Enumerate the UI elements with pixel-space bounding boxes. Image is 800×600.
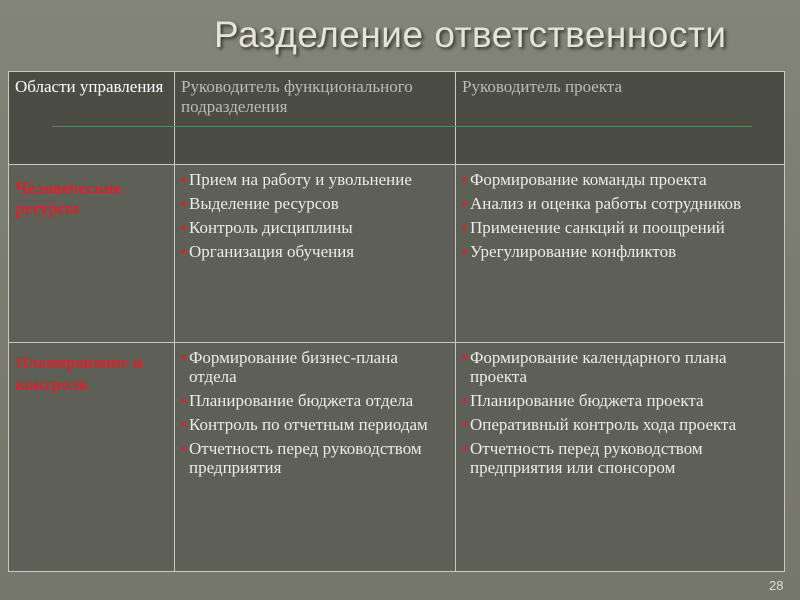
list-item: Оперативный контроль хода проекта	[462, 415, 778, 434]
list-item: Формирование календарного плана проекта	[462, 348, 778, 386]
functional-manager-cell	[175, 165, 456, 343]
slide-title: Разделение ответственности	[214, 14, 727, 55]
row-head-planning-control: Планирование и контроль	[15, 353, 143, 393]
bullet-icon	[181, 355, 185, 359]
list-item: Урегулирование конфликтов	[462, 242, 778, 261]
bullet-icon	[462, 446, 466, 450]
list-item: Отчетность перед руководством предприятия	[181, 439, 449, 477]
list-item: Анализ и оценка работы сотрудников	[462, 194, 778, 213]
list-item: Планирование бюджета проекта	[462, 391, 778, 410]
bullet-icon	[181, 422, 185, 426]
bullet-icon	[462, 225, 466, 229]
list-item: Контроль по отчетным периодам	[181, 415, 449, 434]
functional-manager-cell	[175, 343, 456, 572]
project-manager-cell	[456, 165, 785, 343]
bullet-icon	[181, 177, 185, 181]
row-head-cell	[9, 343, 175, 572]
bullet-icon	[462, 398, 466, 402]
header-label-functional-manager: Руководитель функционального подразделения	[181, 77, 413, 116]
list-item: Формирование команды проекта	[462, 170, 778, 189]
table-row	[9, 165, 785, 343]
header-cell-project-manager	[456, 72, 785, 165]
list-item: Планирование бюджета отдела	[181, 391, 449, 410]
functional-duties-list	[181, 348, 449, 477]
bullet-icon	[462, 177, 466, 181]
header-divider-line	[52, 126, 752, 127]
list-item: Контроль дисциплины	[181, 218, 449, 237]
project-duties-list	[462, 348, 778, 477]
page-number: 28	[769, 578, 784, 593]
table-row	[9, 343, 785, 572]
bullet-icon	[462, 355, 466, 359]
list-item: Прием на работу и увольнение	[181, 170, 449, 189]
row-head-human-resources: Человеческие ресурсы	[15, 178, 121, 218]
header-cell-functional-manager	[175, 72, 456, 165]
header-cell-areas	[9, 72, 175, 165]
bullet-icon	[181, 249, 185, 253]
header-label-areas: Области управления	[15, 77, 164, 96]
list-item: Формирование бизнес-плана отдела	[181, 348, 449, 386]
table-header-row	[9, 72, 785, 165]
list-item: Применение санкций и поощрений	[462, 218, 778, 237]
list-item: Организация обучения	[181, 242, 449, 261]
bullet-icon	[462, 249, 466, 253]
row-head-cell	[9, 165, 175, 343]
bullet-icon	[462, 422, 466, 426]
list-item: Отчетность перед руководством предприятия или спонсором	[462, 439, 778, 477]
bullet-icon	[181, 201, 185, 205]
responsibility-table	[8, 71, 785, 572]
bullet-icon	[181, 446, 185, 450]
bullet-icon	[181, 398, 185, 402]
list-item: Выделение ресурсов	[181, 194, 449, 213]
project-duties-list	[462, 170, 778, 261]
bullet-icon	[462, 201, 466, 205]
header-label-project-manager: Руководитель проекта	[462, 77, 623, 96]
bullet-icon	[181, 225, 185, 229]
project-manager-cell	[456, 343, 785, 572]
functional-duties-list	[181, 170, 449, 261]
